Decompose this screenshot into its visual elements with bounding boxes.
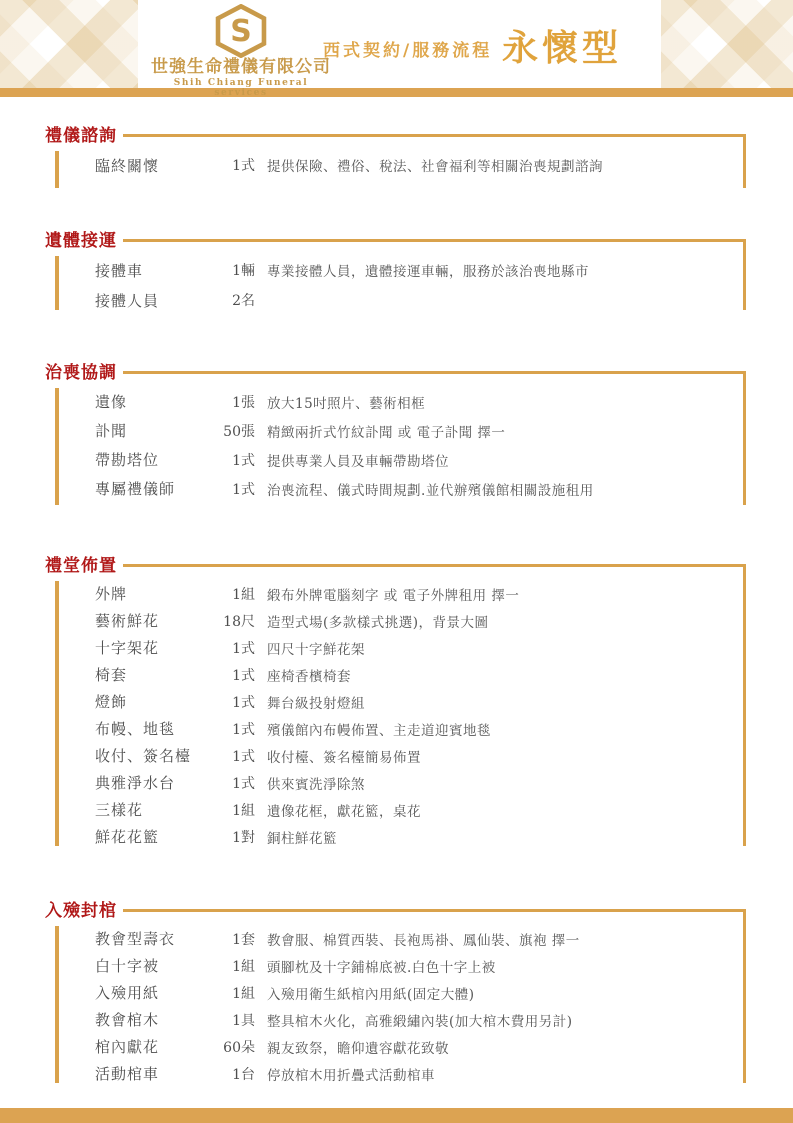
service-item-row: [45, 387, 740, 416]
item-label: 典雅淨水台: [95, 774, 176, 792]
service-item-row: [45, 607, 740, 634]
section-hall-decoration: [45, 556, 746, 846]
section-title: 禮堂佈置: [45, 556, 117, 576]
item-quantity: 50張: [223, 423, 255, 440]
item-description: 整具棺木火化，高雅緞繡內裝(加大棺木費用另計): [267, 1013, 573, 1030]
item-description: 舞台級投射燈組: [267, 695, 365, 712]
item-quantity: 1對: [232, 829, 255, 846]
item-label: 遺像: [95, 393, 128, 411]
header-gold-bar: [0, 88, 793, 97]
item-quantity: 1式: [232, 748, 255, 765]
item-description: 教會服、棉質西裝、長袍馬褂、鳳仙裝、旗袍 擇一: [267, 932, 580, 949]
hexagon-s-logo-icon: [148, 4, 334, 58]
section-items: [45, 387, 740, 503]
item-label: 白十字被: [95, 957, 160, 975]
item-description: 提供保險、禮俗、稅法、社會福利等相關治喪規劃諮詢: [267, 159, 603, 175]
section-rule-line: [123, 134, 746, 137]
service-item-row: [45, 823, 740, 850]
service-item-row: [45, 715, 740, 742]
item-label: 鮮花花籃: [95, 828, 160, 846]
package-name-title: 永懷型: [502, 27, 623, 69]
item-quantity: 1組: [232, 985, 255, 1002]
item-quantity: 2名: [232, 293, 255, 309]
item-label: 臨終關懷: [95, 156, 160, 175]
service-item-row: [45, 634, 740, 661]
item-quantity: 1組: [232, 958, 255, 975]
section-title: 禮儀諮詢: [45, 126, 117, 146]
item-description: 親友致祭，瞻仰遺容獻花致敬: [267, 1040, 449, 1057]
section-title: 入殮封棺: [45, 901, 117, 921]
item-label: 椅套: [95, 666, 128, 684]
item-description: 收付檯、簽名檯簡易佈置: [267, 749, 421, 766]
item-quantity: 1具: [232, 1012, 255, 1029]
item-quantity: 1組: [232, 802, 255, 819]
service-item-row: [45, 150, 740, 180]
service-item-row: [45, 285, 740, 315]
item-description: 供來賓洗淨除煞: [267, 776, 365, 793]
item-quantity: 1式: [232, 694, 255, 711]
service-item-row: [45, 661, 740, 688]
section-right-border: [743, 134, 746, 188]
item-quantity: 1式: [232, 640, 255, 657]
item-quantity: 1式: [232, 775, 255, 792]
svg-text:S: S: [230, 13, 252, 49]
argyle-pattern-top-right: [661, 0, 793, 88]
section-right-border: [743, 564, 746, 846]
service-item-row: [45, 1006, 740, 1033]
section-funeral-coordination: [45, 363, 746, 505]
section-ceremony-consultation: [45, 126, 746, 188]
item-label: 帶勘塔位: [95, 451, 160, 469]
item-quantity: 60朵: [223, 1039, 255, 1056]
item-description: 頭腳枕及十字鋪棉底被.白色十字上被: [267, 959, 496, 976]
item-label: 接體車: [95, 261, 144, 280]
service-item-row: [45, 255, 740, 285]
service-item-row: [45, 580, 740, 607]
item-quantity: 1輛: [232, 263, 255, 279]
service-item-row: [45, 416, 740, 445]
section-items: [45, 150, 740, 180]
item-quantity: 1組: [232, 586, 255, 603]
item-label: 藝術鮮花: [95, 612, 160, 630]
item-label: 專屬禮儀師: [95, 480, 176, 498]
item-description: 專業接體人員，遺體接運車輛，服務於該治喪地縣市: [267, 264, 589, 280]
service-item-row: [45, 445, 740, 474]
item-description: 銅柱鮮花籃: [267, 830, 337, 847]
item-quantity: 1式: [232, 452, 255, 469]
item-label: 入殮用紙: [95, 984, 160, 1002]
item-label: 教會棺木: [95, 1011, 160, 1029]
item-description: 入殮用衛生紙棺內用紙(固定大體): [267, 986, 475, 1003]
section-right-border: [743, 371, 746, 505]
item-quantity: 1式: [232, 158, 255, 174]
service-item-row: [45, 925, 740, 952]
section-rule-line: [123, 371, 746, 374]
service-item-row: [45, 1060, 740, 1087]
item-label: 接體人員: [95, 291, 160, 310]
item-quantity: 1張: [232, 394, 255, 411]
section-title: 治喪協調: [45, 363, 117, 383]
section-right-border: [743, 909, 746, 1083]
item-quantity: 1式: [232, 667, 255, 684]
item-description: 殯儀館內布幔佈置、主走道迎賓地毯: [267, 722, 491, 739]
footer-gold-bar: [0, 1108, 793, 1123]
item-label: 外牌: [95, 585, 128, 603]
item-quantity: 1套: [232, 931, 255, 948]
item-label: 燈飾: [95, 693, 128, 711]
item-label: 棺內獻花: [95, 1038, 160, 1056]
item-quantity: 1式: [232, 481, 255, 498]
service-item-row: [45, 979, 740, 1006]
item-description: 四尺十字鮮花架: [267, 641, 365, 658]
item-description: 治喪流程、儀式時間規劃.並代辦殯儀館相關設施租用: [267, 482, 594, 499]
company-logo: [148, 4, 334, 98]
item-label: 訃聞: [95, 422, 128, 440]
section-rule-line: [123, 239, 746, 242]
item-quantity: 1式: [232, 721, 255, 738]
section-title: 遺體接運: [45, 231, 117, 251]
service-item-row: [45, 952, 740, 979]
service-item-row: [45, 769, 740, 796]
section-items: [45, 580, 740, 850]
item-label: 三樣花: [95, 801, 144, 819]
section-items: [45, 925, 740, 1087]
company-name-zh: 世強生命禮儀有限公司: [151, 57, 331, 77]
item-description: 提供專業人員及車輛帶勘塔位: [267, 453, 449, 470]
section-right-border: [743, 239, 746, 310]
service-item-row: [45, 742, 740, 769]
section-rule-line: [123, 909, 746, 912]
item-quantity: 18尺: [223, 613, 255, 630]
item-description: 放大15吋照片、藝術相框: [267, 395, 426, 412]
item-quantity: 1台: [232, 1066, 255, 1083]
section-body-transport: [45, 231, 746, 310]
item-description: 精緻兩折式竹紋訃聞 或 電子訃聞 擇一: [267, 424, 506, 441]
item-description: 造型式場(多款樣式挑選)，背景大圖: [267, 614, 489, 631]
item-description: 遺像花框，獻花籃，桌花: [267, 803, 421, 820]
item-label: 十字架花: [95, 639, 160, 657]
item-description: 座椅香檳椅套: [267, 668, 351, 685]
section-items: [45, 255, 740, 315]
contract-type-subtitle: 西式契約/服務流程: [323, 41, 493, 61]
service-item-row: [45, 474, 740, 503]
service-item-row: [45, 796, 740, 823]
argyle-pattern-top-left: [0, 0, 138, 88]
service-item-row: [45, 1033, 740, 1060]
item-label: 布幔、地毯: [95, 720, 176, 738]
service-item-row: [45, 688, 740, 715]
item-description: 停放棺木用折疊式活動棺車: [267, 1067, 435, 1084]
item-label: 教會型壽衣: [95, 930, 176, 948]
section-rule-line: [123, 564, 746, 567]
item-label: 活動棺車: [95, 1065, 160, 1083]
company-name-en: Shih Chiang Funeral services: [173, 77, 309, 98]
item-label: 收付、簽名檯: [95, 747, 192, 765]
item-description: 緞布外牌電腦刻字 或 電子外牌租用 擇一: [267, 587, 520, 604]
section-encoffining: [45, 901, 746, 1083]
